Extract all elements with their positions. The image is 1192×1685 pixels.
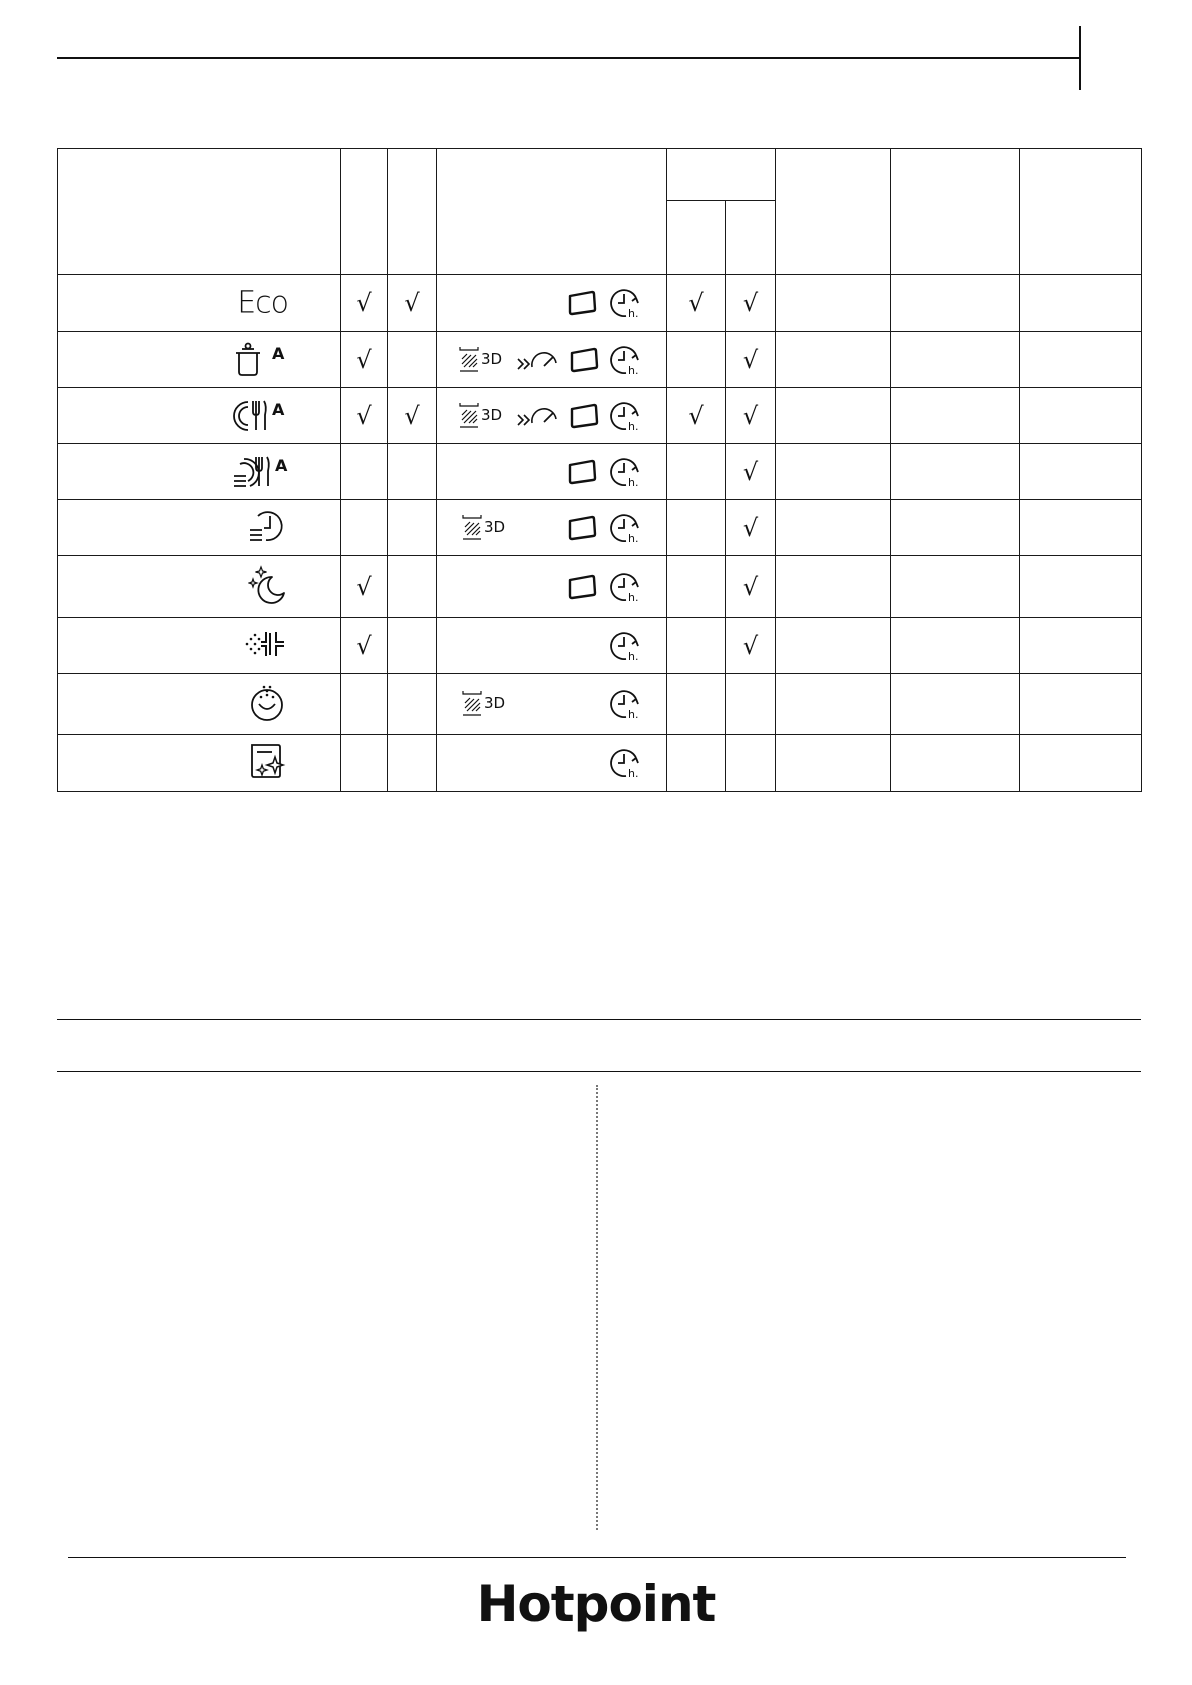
check-cell (388, 275, 437, 332)
prewash-spray-icon (244, 627, 288, 665)
3d-zone-icon (461, 513, 511, 543)
check-cell (341, 556, 388, 618)
clock-h-label: h. (628, 590, 639, 604)
program-cell (58, 735, 341, 792)
program-cell (58, 444, 341, 500)
table-row (58, 444, 1142, 500)
check-cell (341, 735, 388, 792)
check-cell (726, 275, 776, 332)
options-cell (437, 500, 667, 556)
3d-label: 3D (484, 694, 506, 712)
header-subcell-1 (667, 201, 726, 275)
intensive-pot-icon (232, 340, 292, 380)
check-cell (388, 674, 437, 735)
footer-rule (68, 1557, 1126, 1558)
data-cell (891, 444, 1020, 500)
check-cell (341, 618, 388, 674)
auto-label: A (272, 343, 285, 363)
check-mark: √ (356, 572, 372, 601)
options-cell (437, 735, 667, 792)
data-cell (1020, 618, 1142, 674)
data-cell (1020, 674, 1142, 735)
data-cell (1020, 735, 1142, 792)
check-cell (726, 556, 776, 618)
clock-h-label: h. (628, 419, 639, 433)
clock-h-label: h. (628, 767, 639, 780)
delay-clock-icon (608, 570, 642, 604)
table-row (58, 556, 1142, 618)
tablet-icon (568, 402, 600, 430)
data-cell (891, 556, 1020, 618)
table-row (58, 735, 1142, 792)
check-cell (667, 332, 726, 388)
program-cell (58, 674, 341, 735)
header-cell-4 (891, 149, 1020, 275)
clock-h-label: h. (628, 307, 639, 320)
tablet-icon (566, 573, 598, 601)
check-cell (341, 388, 388, 444)
table-row (58, 674, 1142, 735)
header-cell-3 (776, 149, 891, 275)
check-cell (341, 275, 388, 332)
quick-clock-icon (248, 506, 288, 550)
check-mark: √ (742, 345, 759, 374)
check-cell (667, 444, 726, 500)
check-cell (388, 388, 437, 444)
delay-clock-icon (608, 746, 642, 780)
check-cell (726, 618, 776, 674)
3d-label: 3D (481, 349, 503, 368)
auto-fast-plate-icon (232, 452, 292, 492)
check-mark: √ (404, 401, 420, 430)
delay-clock-icon (608, 629, 642, 663)
check-mark: √ (356, 345, 372, 374)
check-mark: √ (742, 289, 759, 317)
check-cell (726, 388, 776, 444)
data-cell (776, 618, 891, 674)
data-cell (1020, 332, 1142, 388)
data-cell (776, 735, 891, 792)
check-mark: √ (404, 289, 420, 317)
clock-h-label: h. (628, 531, 639, 545)
check-cell (726, 674, 776, 735)
delay-clock-icon (608, 511, 642, 545)
program-cell (58, 556, 341, 618)
tablet-icon (568, 346, 600, 374)
options-cell (437, 444, 667, 500)
eco-program-icon: Eco (237, 285, 288, 321)
options-cell (437, 275, 667, 332)
table-row (58, 618, 1142, 674)
delay-clock-icon (608, 399, 642, 433)
options-cell (437, 556, 667, 618)
check-cell (341, 444, 388, 500)
check-cell (667, 275, 726, 332)
options-cell (437, 618, 667, 674)
table-header-row-1 (58, 149, 1142, 201)
data-cell (776, 388, 891, 444)
table-row (58, 332, 1142, 388)
data-cell (1020, 444, 1142, 500)
section-rule-bottom (57, 1071, 1141, 1072)
program-cell (58, 275, 341, 332)
check-cell (667, 556, 726, 618)
data-cell (1020, 500, 1142, 556)
tablet-icon (566, 289, 598, 317)
delay-clock-icon (608, 286, 642, 320)
delay-clock-icon (608, 687, 642, 721)
header-cell-options (437, 149, 667, 275)
data-cell (776, 556, 891, 618)
header-cell-1 (341, 149, 388, 275)
data-cell (776, 444, 891, 500)
night-moon-icon (248, 565, 288, 609)
data-cell (891, 735, 1020, 792)
table-row (58, 388, 1142, 444)
hygiene-bowl-icon (248, 682, 288, 726)
3d-zone-icon (458, 401, 508, 431)
check-mark: √ (742, 457, 759, 486)
check-mark: √ (356, 401, 372, 430)
section-rule-top (57, 1019, 1141, 1020)
clock-h-label: h. (628, 475, 639, 489)
check-mark: √ (356, 631, 372, 660)
column-divider (596, 1085, 598, 1530)
auto-label: A (275, 455, 288, 475)
data-cell (1020, 556, 1142, 618)
clock-h-label: h. (628, 649, 639, 663)
check-cell (388, 735, 437, 792)
top-rule (57, 57, 1080, 59)
check-cell (667, 500, 726, 556)
check-cell (341, 674, 388, 735)
data-cell (891, 618, 1020, 674)
check-mark: √ (742, 631, 759, 660)
3d-zone-icon (461, 689, 511, 719)
program-cell (58, 332, 341, 388)
delay-clock-icon (608, 455, 642, 489)
tablet-icon (566, 458, 598, 486)
program-cell (58, 388, 341, 444)
check-cell (388, 618, 437, 674)
table-row (58, 275, 1142, 332)
turbo-icon (516, 403, 560, 429)
options-cell (437, 674, 667, 735)
data-cell (891, 388, 1020, 444)
brand-logo: Hotpoint (476, 1575, 716, 1633)
program-cell (58, 500, 341, 556)
data-cell (891, 275, 1020, 332)
check-cell (667, 674, 726, 735)
header-subcell-2 (726, 201, 776, 275)
data-cell (1020, 388, 1142, 444)
header-cell-5 (1020, 149, 1142, 275)
3d-zone-icon (458, 345, 508, 375)
data-cell (776, 332, 891, 388)
check-cell (726, 735, 776, 792)
data-cell (1020, 275, 1142, 332)
check-mark: √ (742, 572, 759, 601)
auto-normal-plate-icon (232, 396, 292, 436)
check-cell (726, 332, 776, 388)
check-cell (388, 444, 437, 500)
check-cell (341, 332, 388, 388)
check-cell (667, 388, 726, 444)
tablet-icon (566, 514, 598, 542)
auto-label: A (272, 399, 285, 419)
top-marker (1079, 26, 1081, 90)
delay-clock-icon (608, 343, 642, 377)
3d-label: 3D (481, 405, 503, 424)
header-cell-group (667, 149, 776, 201)
data-cell (891, 500, 1020, 556)
data-cell (891, 674, 1020, 735)
table-row (58, 500, 1142, 556)
clock-h-label: h. (628, 363, 639, 377)
check-mark: √ (742, 513, 759, 542)
options-cell (437, 332, 667, 388)
check-mark: √ (688, 289, 704, 317)
check-cell (388, 556, 437, 618)
3d-label: 3D (484, 517, 506, 536)
data-cell (776, 500, 891, 556)
check-cell (667, 735, 726, 792)
check-cell (667, 618, 726, 674)
data-cell (891, 332, 1020, 388)
check-mark: √ (742, 401, 759, 430)
turbo-icon (516, 347, 560, 373)
check-mark: √ (356, 289, 372, 317)
header-cell-program (58, 149, 341, 275)
program-table (57, 148, 1142, 792)
check-cell (726, 444, 776, 500)
check-cell (388, 500, 437, 556)
check-mark: √ (688, 401, 704, 430)
check-cell (388, 332, 437, 388)
header-cell-2 (388, 149, 437, 275)
program-cell (58, 618, 341, 674)
data-cell (776, 275, 891, 332)
check-cell (726, 500, 776, 556)
data-cell (776, 674, 891, 735)
options-cell (437, 388, 667, 444)
check-cell (341, 500, 388, 556)
self-clean-icon (248, 741, 288, 785)
clock-h-label: h. (628, 708, 639, 721)
